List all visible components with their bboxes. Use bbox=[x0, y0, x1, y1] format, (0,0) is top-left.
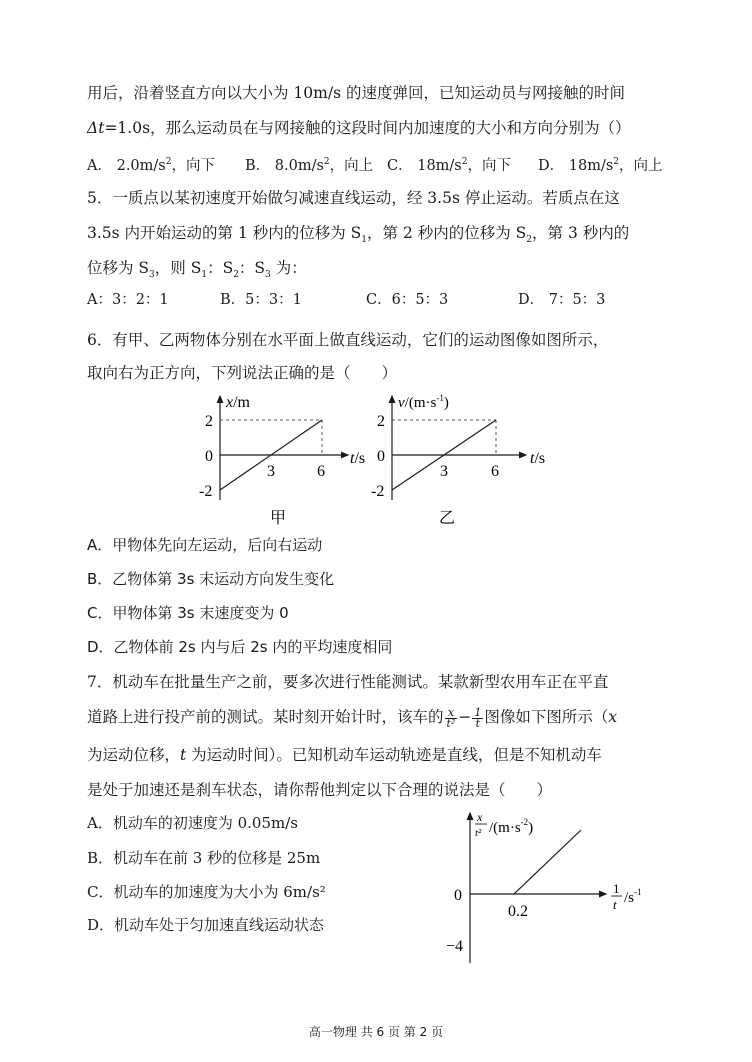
yi-xlabel: t/s bbox=[530, 450, 546, 467]
graph-q7 bbox=[430, 805, 660, 970]
q7-line3: 为运动位移，t 为运动时间）。已知机动车运动轨迹是直线，但是不知机动车 bbox=[87, 746, 602, 764]
q7-option-a[interactable]: A．机动车的初速度为 0.05m/s bbox=[87, 814, 298, 832]
jia-ylabel: x/m bbox=[226, 394, 250, 411]
jia-tick-x-end: 6 bbox=[317, 463, 325, 480]
q7-tick-x: 0.2 bbox=[508, 903, 528, 920]
q7-data-line bbox=[514, 830, 581, 894]
q5-line3: 位移为 $S_3$，则 $S_1$：$S_2$：$S_3$ 为： bbox=[87, 259, 307, 281]
q6-line2: 取向右为正方向，下列说法正确的是（ ） bbox=[87, 364, 398, 382]
q6-option-a[interactable]: A．甲物体先向左运动，后向右运动 bbox=[87, 536, 323, 554]
graph-yi bbox=[362, 390, 562, 530]
q7-line4: 是处于加速还是刹车状态，请你帮他判定以下合理的说法是（ ） bbox=[87, 781, 553, 799]
q4-line2-rest: ，那么运动员在与网接触的这段时间内加速度的大小和方向分别为（） bbox=[150, 119, 631, 137]
jia-tick-y-top: 2 bbox=[205, 413, 213, 430]
yi-caption: 乙 bbox=[439, 510, 456, 527]
yi-ylabel: $v/(m\cdot s^{-1})$ bbox=[398, 393, 449, 411]
q7-ylabel-den: t² bbox=[475, 827, 482, 839]
q4-option-a[interactable]: A． $2.0m/s^2$，向下 bbox=[87, 157, 215, 174]
q7-line2: 道路上进行投产前的测试。某时刻开始计时，该车的 $\frac{x}{\text{t²}}$ − $\frac{1}{t}$ 图像如下图所示（x bbox=[87, 705, 618, 730]
q7-option-b[interactable]: B．机动车在前 3 秒的位移是 25m bbox=[87, 849, 321, 867]
q5-line1: 5．一质点以某初速度开始做匀减速直线运动，经 3.5s 停止运动。若质点在这 bbox=[87, 189, 620, 207]
q4-option-c[interactable]: C． $18m/s^2$，向下 bbox=[387, 157, 511, 174]
q5-option-b[interactable]: B．5：3：1 bbox=[220, 292, 302, 308]
q5-option-d[interactable]: D． 7：5：3 bbox=[518, 292, 606, 308]
q7-tick-origin: 0 bbox=[454, 887, 462, 904]
q7-frac-x-t2: $\frac{x}{\text{t²}}$ bbox=[446, 705, 456, 730]
jia-tick-x-mid: 3 bbox=[267, 463, 275, 480]
q6-option-d[interactable]: D．乙物体前 2s 内与后 2s 内的平均速度相同 bbox=[87, 638, 393, 656]
q7-xlabel-den: t bbox=[613, 897, 617, 912]
q4-option-d[interactable]: D． $18m/s^2$，向上 bbox=[538, 157, 663, 174]
graph-jia bbox=[190, 390, 380, 530]
q5-option-c[interactable]: C．6：5：3 bbox=[366, 292, 449, 308]
q5-option-a[interactable]: A：3：2：1 bbox=[87, 292, 169, 308]
q4-option-b[interactable]: B． $8.0m/s^2$，向上 bbox=[245, 157, 374, 174]
q7-xlabel-unit: $/s^{-1}$ bbox=[624, 887, 642, 906]
q7-frac-1-t: $\frac{1}{t}$ bbox=[474, 705, 482, 730]
yi-tick-y-bottom: -2 bbox=[371, 483, 385, 500]
jia-tick-origin: 0 bbox=[205, 448, 213, 465]
page-footer: 高一物理 共 6 页 第 2 页 bbox=[308, 1025, 444, 1039]
q7-ylabel-unit: $/(m\cdot s^{-2})$ bbox=[489, 817, 534, 836]
q7-option-c[interactable]: C．机动车的加速度为大小为 6m/s² bbox=[87, 883, 326, 901]
jia-tick-y-bottom: -2 bbox=[199, 483, 213, 500]
q6-option-b[interactable]: B．乙物体第 3s 末运动方向发生变化 bbox=[87, 570, 335, 588]
q5-line2: 3.5s 内开始运动的第 1 秒内的位移为 $S_1$，第 2 秒内的位移为 $S_2$，第 3 秒内的 bbox=[87, 224, 630, 246]
yi-tick-x-end: 6 bbox=[491, 463, 499, 480]
jia-caption: 甲 bbox=[270, 510, 287, 527]
q4-line1: 用后，沿着竖直方向以大小为 10m/s 的速度弹回，已知运动员与网接触的时间 bbox=[87, 84, 625, 102]
q4-delta-t: Δt bbox=[87, 119, 105, 137]
q4-delta-t-value: =1.0s bbox=[104, 119, 151, 137]
yi-tick-origin: 0 bbox=[377, 448, 385, 465]
q7-xlabel-num: 1 bbox=[613, 881, 620, 896]
q4-line2 bbox=[87, 118, 631, 138]
q7-option-d[interactable]: D．机动车处于匀加速直线运动状态 bbox=[87, 916, 325, 934]
jia-xlabel: t/s bbox=[350, 450, 366, 467]
q7-ylabel-num: x bbox=[477, 810, 483, 824]
yi-tick-y-top: 2 bbox=[377, 413, 385, 430]
q6-line1: 6．有甲、乙两物体分别在水平面上做直线运动，它们的运动图像如图所示， bbox=[87, 331, 609, 349]
yi-tick-x-mid: 3 bbox=[440, 463, 448, 480]
q6-option-c[interactable]: C．甲物体第 3s 末速度变为 0 bbox=[87, 604, 289, 622]
q7-line1: 7．机动车在批量生产之前，要多次进行性能测试。某款新型农用车正在平直 bbox=[87, 673, 609, 691]
q7-tick-y: −4 bbox=[446, 938, 464, 955]
